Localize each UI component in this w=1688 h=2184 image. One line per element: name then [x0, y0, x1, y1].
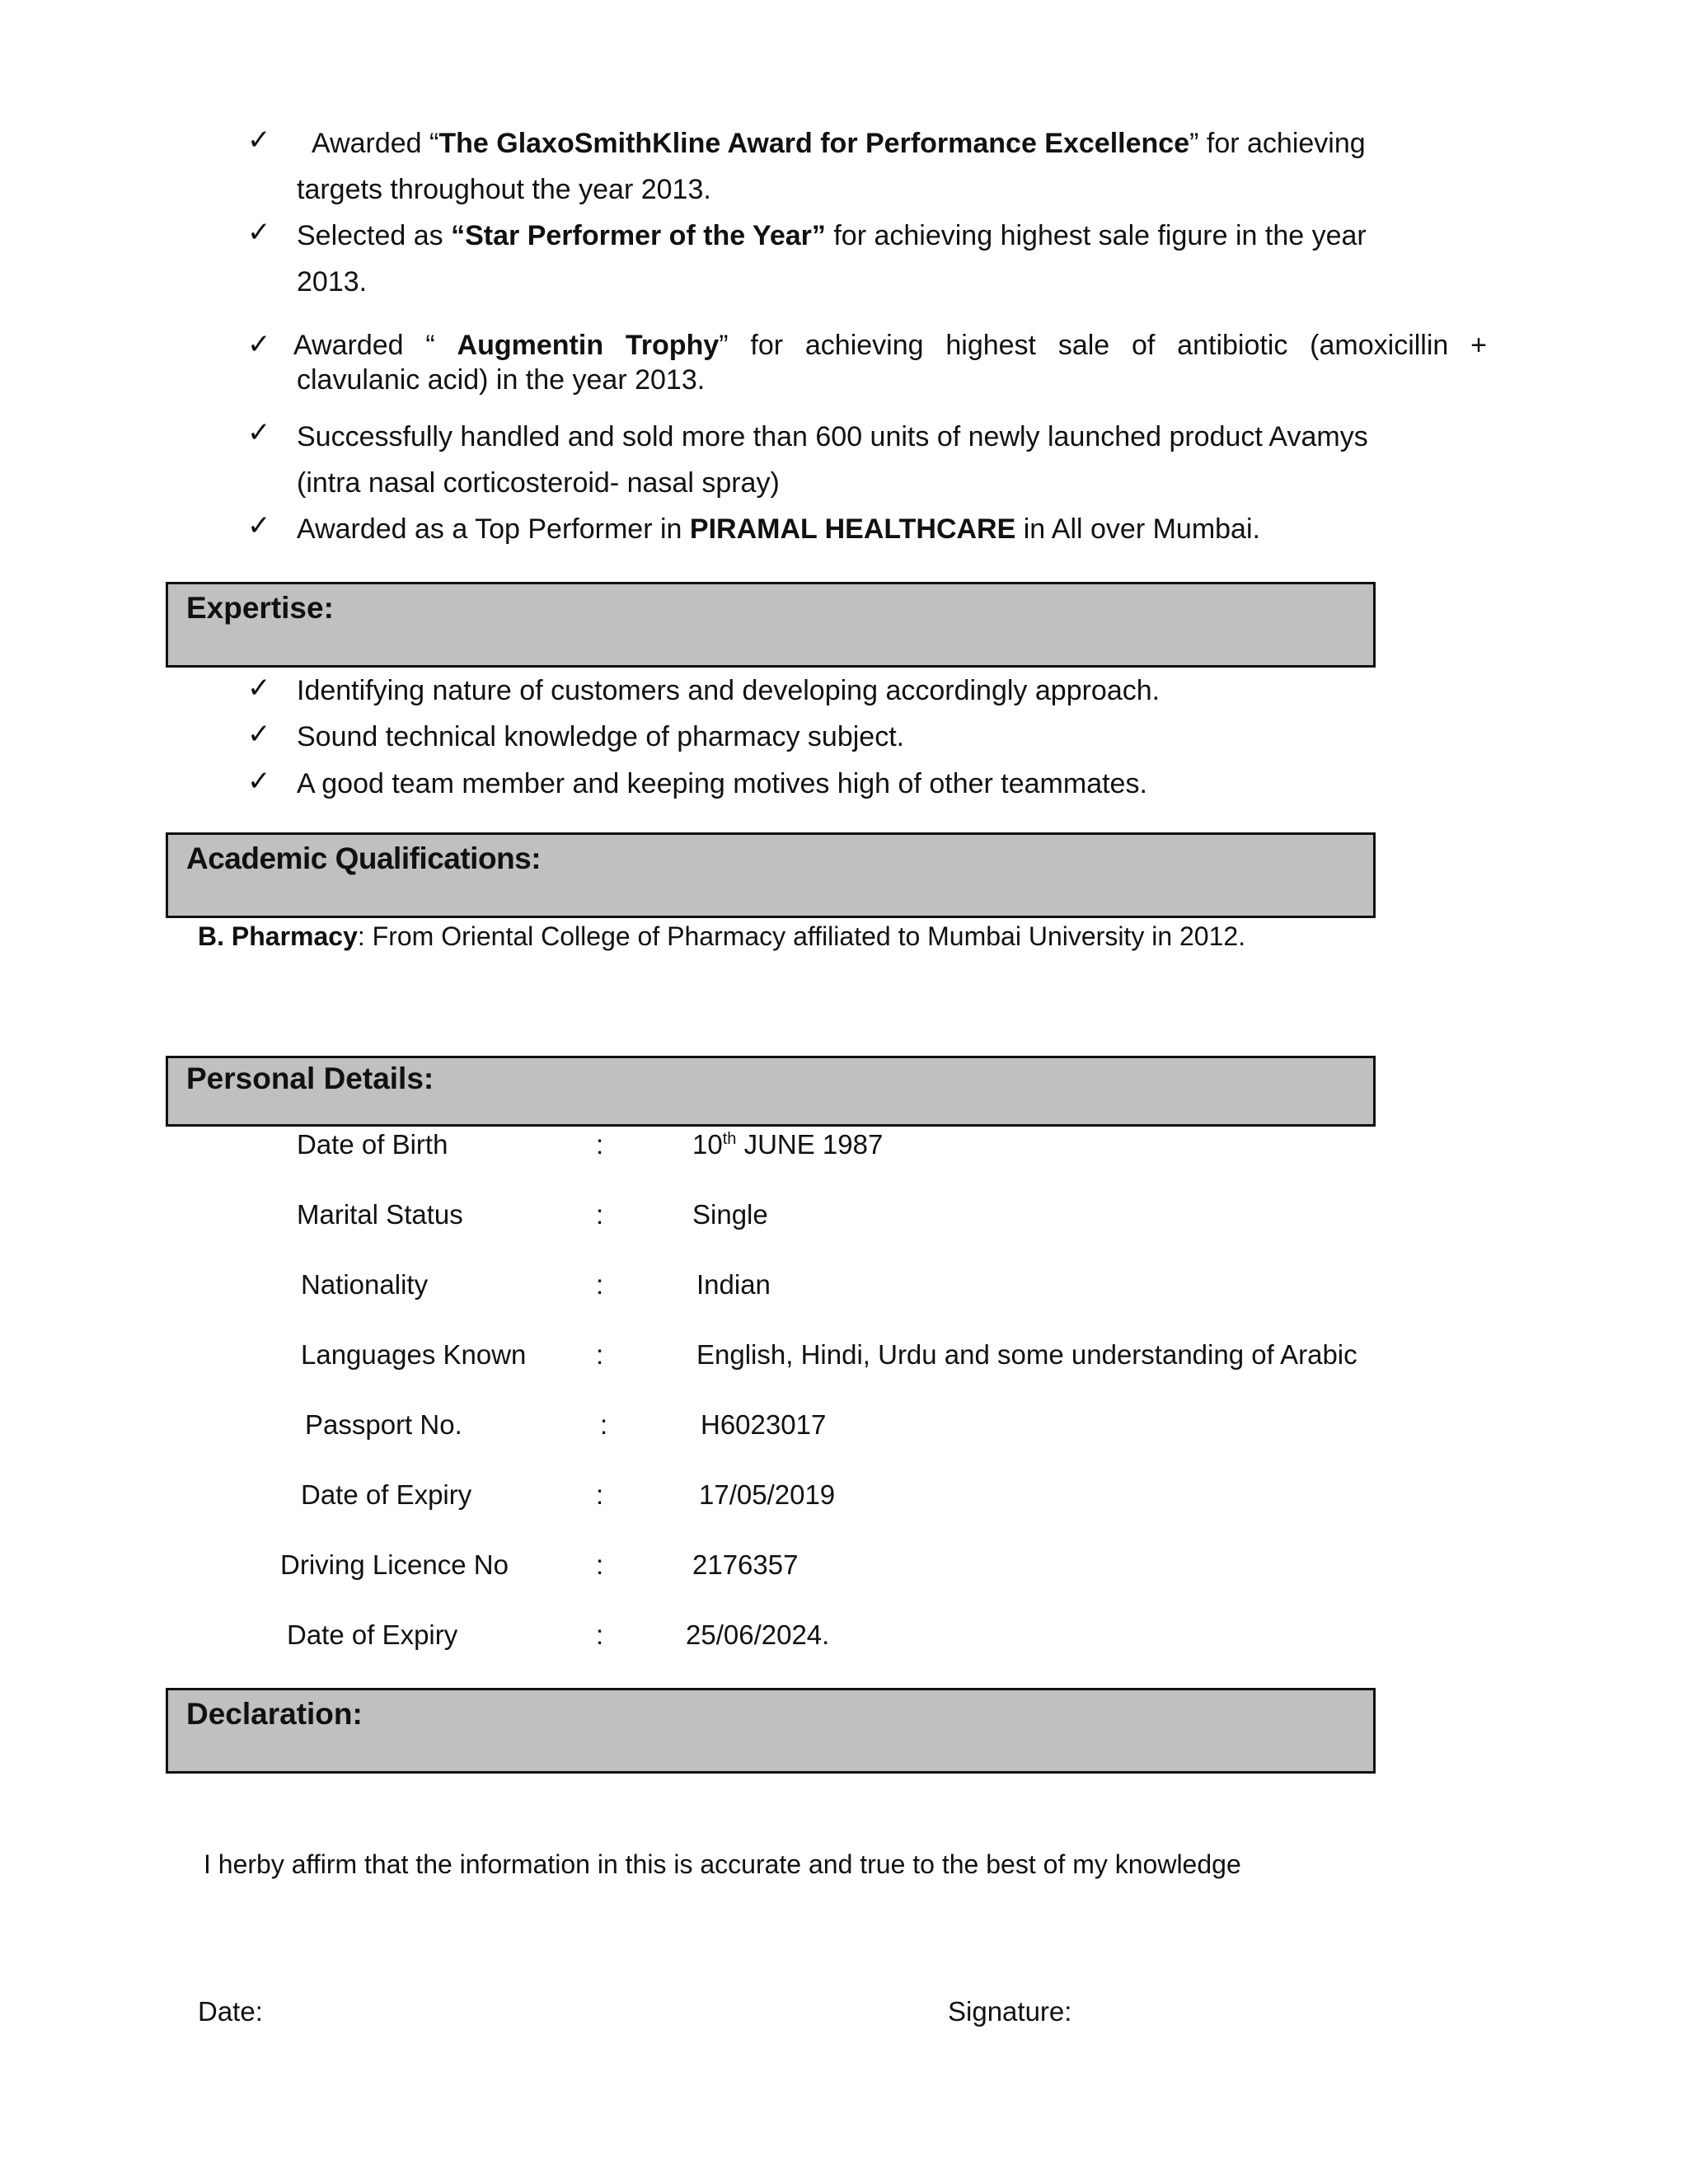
declaration-header	[166, 1688, 1376, 1774]
licence-label: Driving Licence No	[280, 1549, 509, 1580]
nationality-value: Indian	[696, 1269, 771, 1300]
check-icon: ✓	[247, 328, 271, 361]
passport-expiry-value: 17/05/2019	[699, 1479, 836, 1510]
separator: :	[596, 1199, 604, 1230]
separator: :	[596, 1479, 604, 1510]
separator: :	[596, 1549, 604, 1580]
degree-line: B. Pharmacy: From Oriental College of Pharmacy affiliated to Mumbai University in 2012.	[198, 921, 1246, 951]
expertise-header	[166, 582, 1376, 668]
achievement-item: Awarded as a Top Performer in PIRAMAL HEALTHCARE in All over Mumbai.	[297, 513, 1260, 545]
achievement-item: Successfully handled and sold more than 600 units of newly launched product Avamys (intra nasal corticosteroid- nasal spray)	[297, 421, 1368, 499]
check-icon: ✓	[247, 718, 271, 751]
passport-value: H6023017	[701, 1409, 827, 1440]
nationality-label: Nationality	[301, 1269, 429, 1300]
section-title: Academic Qualifications:	[186, 841, 542, 875]
check-icon: ✓	[247, 509, 271, 542]
separator: :	[596, 1269, 604, 1300]
separator: :	[596, 1129, 604, 1160]
dob-value: 10th JUNE 1987	[692, 1129, 884, 1160]
licence-expiry-value: 25/06/2024.	[686, 1619, 830, 1650]
declaration-text: I herby affirm that the information in this is accurate and true to the best of my knowledge	[204, 1849, 1241, 1879]
achievement-item: Awarded “The GlaxoSmithKline Award for Performance Excellence” for achieving targets throughout the year 2013.	[297, 128, 1366, 205]
passport-label: Passport No.	[305, 1409, 462, 1440]
marital-value: Single	[692, 1199, 768, 1230]
academic-header	[166, 832, 1376, 918]
expertise-item: A good team member and keeping motives high of other teammates.	[297, 768, 1147, 799]
section-title: Declaration:	[186, 1697, 363, 1731]
separator: :	[596, 1619, 604, 1650]
section-title: Expertise:	[186, 591, 334, 625]
licence-value: 2176357	[692, 1549, 799, 1580]
check-icon: ✓	[247, 672, 271, 705]
check-icon: ✓	[247, 124, 271, 157]
achievement-item: Awarded “ Augmentin Trophy” for achieving highest sale of antibiotic (amoxicillin + clavulanic acid) in the year 2013.	[293, 330, 1488, 396]
signature-label: Signature:	[948, 1996, 1072, 2027]
expertise-item: Sound technical knowledge of pharmacy subject.	[297, 721, 905, 752]
expertise-item: Identifying nature of customers and developing accordingly approach.	[297, 675, 1160, 706]
section-title: Personal Details:	[186, 1062, 434, 1095]
check-icon: ✓	[247, 416, 271, 449]
languages-label: Languages Known	[301, 1339, 527, 1370]
personal-header	[166, 1056, 1376, 1127]
passport-expiry-label: Date of Expiry	[301, 1479, 472, 1510]
check-icon: ✓	[247, 216, 271, 249]
date-label: Date:	[198, 1996, 263, 2027]
achievement-item: Selected as “Star Performer of the Year” for achieving highest sale figure in the year 2013.	[297, 220, 1367, 298]
marital-label: Marital Status	[297, 1199, 463, 1230]
licence-expiry-label: Date of Expiry	[287, 1619, 458, 1650]
separator: :	[600, 1409, 608, 1440]
separator: :	[596, 1339, 604, 1370]
dob-label: Date of Birth	[297, 1129, 448, 1160]
languages-value: English, Hindi, Urdu and some understanding of Arabic	[696, 1339, 1357, 1370]
check-icon: ✓	[247, 765, 271, 798]
